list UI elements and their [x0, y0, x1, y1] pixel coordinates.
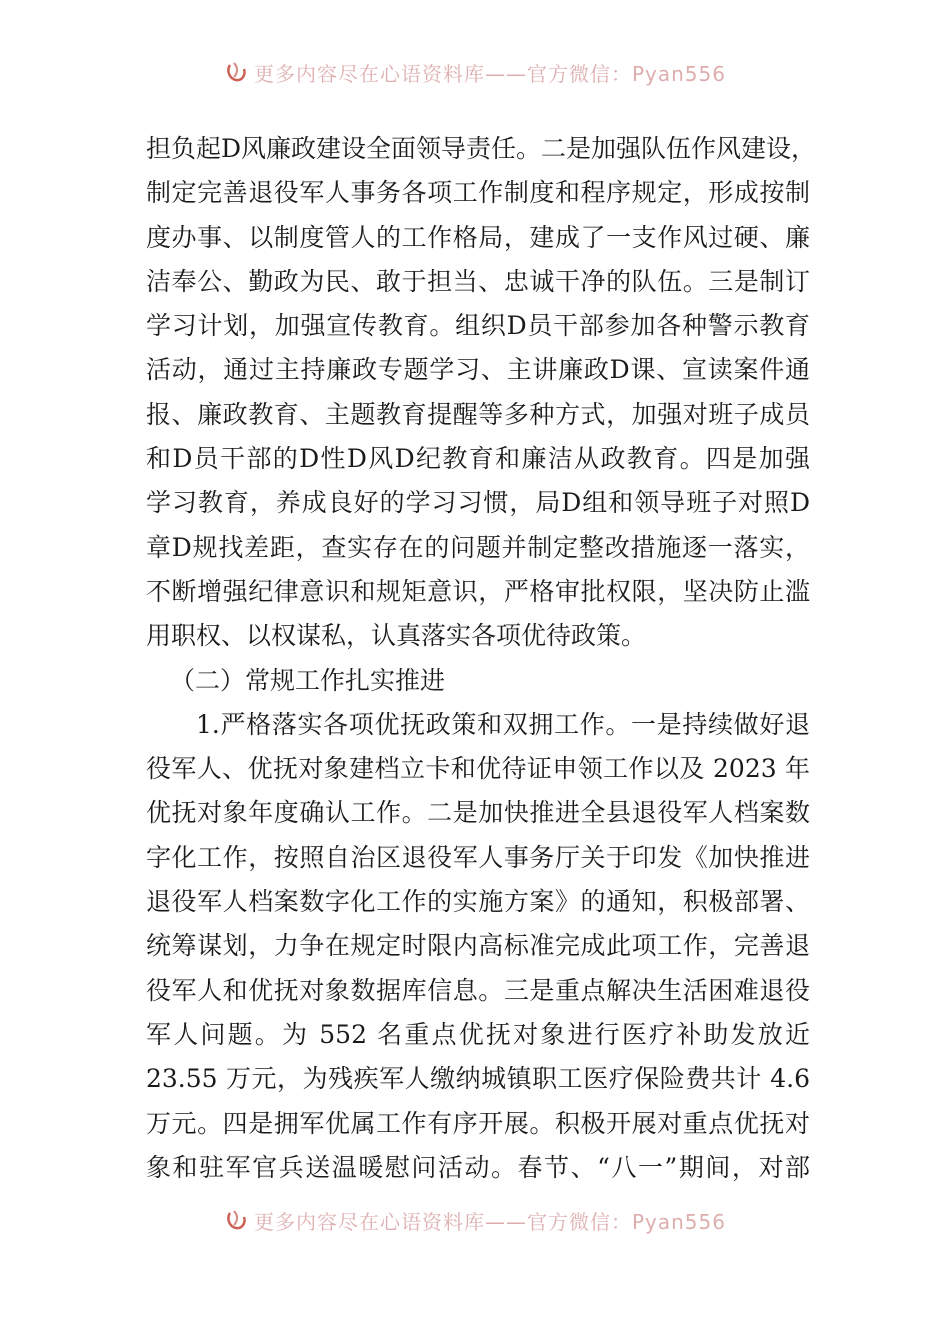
text-line: 不断增强纪律意识和规矩意识，严格审批权限，坚决防止滥: [146, 576, 810, 606]
text-line: 报、廉政教育、主题教育提醒等多种方式，加强对班子成员: [146, 399, 810, 429]
watermark-text: 更多内容尽在心语资料库——官方微信：Pyan556: [253, 61, 726, 86]
text-line: 1.严格落实各项优抚政策和双拥工作。一是持续做好退: [196, 709, 810, 739]
text-line: 字化工作，按照自治区退役军人事务厅关于印发《加快推进: [146, 842, 810, 872]
header-watermark: [0, 52, 950, 92]
text-line: 度办事、以制度管人的工作格局，建成了一支作风过硬、廉: [146, 222, 810, 252]
text-line: 学习教育，养成良好的学习习惯，局D组和领导班子对照D: [146, 488, 810, 518]
paragraph: [146, 703, 810, 1190]
text-line: 制定完善退役军人事务各项工作制度和程序规定，形成按制: [146, 178, 810, 208]
text-line: 章D规找差距，查实存在的问题并制定整改措施逐一落实，: [146, 532, 810, 562]
text-line: 学习计划，加强宣传教育。组织D员干部参加各种警示教育: [146, 311, 810, 341]
text-line: 和D员干部的D性D风D纪教育和廉洁从政教育。四是加强: [146, 444, 810, 474]
text-line: 象和驻军官兵送温暖慰问活动。春节、“八一”期间，对部: [146, 1152, 810, 1182]
text-line: 23.55 万元，为残疾军人缴纳城镇职工医疗保险费共计 4.6: [146, 1064, 810, 1094]
watermark-text: 更多内容尽在心语资料库——官方微信：Pyan556: [253, 1209, 726, 1234]
text-line: 退役军人档案数字化工作的实施方案》的通知，积极部署、: [146, 887, 810, 917]
watermark-logo-icon: [224, 59, 250, 85]
text-line: 优抚对象年度确认工作。二是加快推进全县退役军人档案数: [146, 798, 810, 828]
text-line: 洁奉公、勤政为民、敢于担当、忠诚干净的队伍。三是制订: [146, 266, 810, 296]
watermark-logo-icon: [224, 1207, 250, 1233]
section-heading: （二）常规工作扎实推进: [170, 665, 446, 695]
footer-watermark: [0, 1200, 950, 1240]
paragraph: [146, 127, 817, 659]
document-body: [146, 127, 817, 1190]
text-line: 担负起D风廉政建设全面领导责任。二是加强队伍作风建设，: [146, 134, 817, 163]
text-line: 统筹谋划，力争在规定时限内高标准完成此项工作，完善退: [146, 931, 810, 961]
text-line: 军人问题。为 552 名重点优抚对象进行医疗补助发放近: [146, 1019, 810, 1049]
text-line: 活动，通过主持廉政专题学习、主讲廉政D课、宣读案件通: [146, 355, 810, 385]
text-line: 万元。四是拥军优属工作有序开展。积极开展对重点优抚对: [146, 1108, 810, 1138]
text-line: 用职权、以权谋私，认真落实各项优待政策。: [146, 621, 647, 651]
text-line: 役军人、优抚对象建档立卡和优待证申领工作以及 2023 年: [146, 754, 810, 784]
text-line: 役军人和优抚对象数据库信息。三是重点解决生活困难退役: [146, 975, 810, 1005]
